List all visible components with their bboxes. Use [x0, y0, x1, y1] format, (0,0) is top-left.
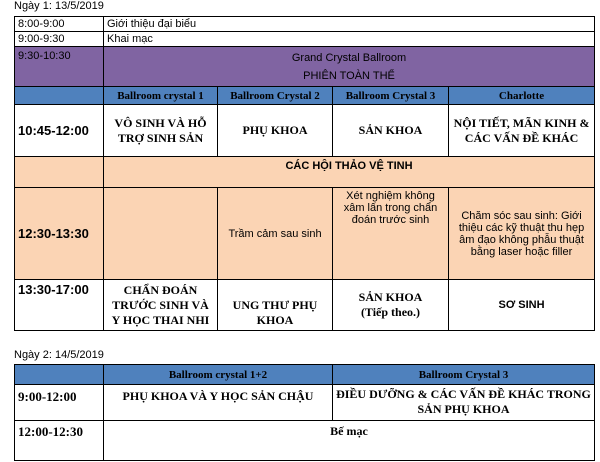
session-cell: ĐIỀU DƯỠNG & CÁC VẤN ĐỀ KHÁC TRONG SẢN PHỤ KHOA [333, 385, 595, 421]
room-header: Ballroom crystal 1 [104, 87, 218, 105]
session-cell: Xét nghiệm không xâm lấn trong chẩn đoán trước sinh [333, 188, 449, 280]
plenary-cell [104, 47, 595, 87]
time-cell: 12:00-12:30 [15, 421, 104, 461]
table-row [15, 157, 595, 188]
table-row [15, 385, 595, 421]
empty-cell [15, 87, 104, 105]
empty-cell [15, 157, 104, 188]
session-cell: Chăm sóc sau sinh: Giới thiệu các kỹ thuật thu hẹp âm đạo không phẫu thuật bằng laser hoặc filler [449, 188, 595, 280]
table-row [15, 87, 595, 105]
time-cell: 9:00-12:00 [15, 385, 104, 421]
session-cell: VÔ SINH VÀ HỖ TRỢ SINH SẢN [104, 105, 218, 157]
session-cell: SƠ SINH [449, 280, 595, 331]
day2-heading: Ngày 2: 14/5/2019 [14, 349, 104, 361]
session-continued: (Tiếp theo.) [360, 305, 421, 319]
room-header: Ballroom Crystal 3 [333, 365, 595, 385]
time-cell: 9:30-10:30 [15, 47, 104, 87]
room-header: Ballroom crystal 1+2 [104, 365, 333, 385]
room-header: Charlotte [449, 87, 595, 105]
plenary-title: PHIÊN TOÀN THỂ [303, 69, 395, 82]
session-cell: UNG THƯ PHỤ KHOA [218, 280, 333, 331]
session-cell: PHỤ KHOA VÀ Y HỌC SẢN CHẬU [104, 385, 333, 421]
session-cell: NỘI TIẾT, MÃN KINH & CÁC VẤN ĐỀ KHÁC [449, 105, 595, 157]
table-row [15, 280, 595, 331]
time-cell: 13:30-17:00 [15, 280, 104, 331]
satellite-title: CÁC HỘI THẢO VỆ TINH [104, 157, 595, 188]
session-cell: Giới thiệu đại biểu [104, 17, 595, 32]
day1-heading: Ngày 1: 13/5/2019 [14, 0, 104, 12]
closing-cell: Bế mạc [104, 421, 595, 461]
table-row [15, 17, 595, 32]
day1-schedule-table [14, 16, 595, 331]
time-cell: 9:00-9:30 [15, 32, 104, 47]
session-title: SẢN KHOA [358, 290, 423, 304]
time-cell: 12:30-13:30 [15, 188, 104, 280]
time-cell: 10:45-12:00 [15, 105, 104, 157]
session-cell: SẢN KHOA [333, 105, 449, 157]
table-row [15, 32, 595, 47]
day2-schedule-table [14, 364, 595, 461]
table-row [15, 47, 595, 87]
session-cell: Khai mạc [104, 32, 595, 47]
session-cell: PHỤ KHOA [218, 105, 333, 157]
session-cell: Trầm cảm sau sinh [218, 188, 333, 280]
room-header: Ballroom Crystal 3 [333, 87, 449, 105]
empty-cell [15, 365, 104, 385]
table-row [15, 421, 595, 461]
plenary-venue: Grand Crystal Ballroom [291, 51, 407, 64]
session-cell: CHẨN ĐOÁN TRƯỚC SINH VÀ Y HỌC THAI NHI [104, 280, 218, 331]
table-row [15, 365, 595, 385]
session-cell [104, 188, 218, 280]
table-row [15, 188, 595, 280]
room-header: Ballroom Crystal 2 [218, 87, 333, 105]
table-row [15, 105, 595, 157]
session-cell [333, 280, 449, 331]
time-cell: 8:00-9:00 [15, 17, 104, 32]
